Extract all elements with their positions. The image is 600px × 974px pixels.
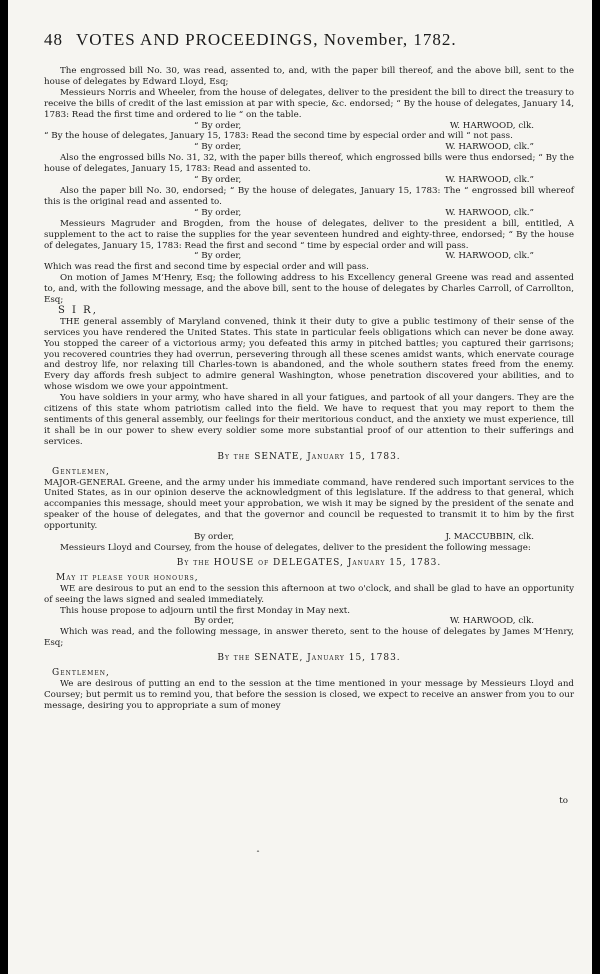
running-title: VOTES AND PROCEEDINGS, November, 1782. (75, 30, 457, 49)
signature-line (44, 532, 574, 543)
paragraph: Also the engrossed bills No. 31, 32, with the paper bills thereof, which engrossed bills were thus endorsed; “ By the house of delegates, January 15, 1783: Read and assented to. (44, 153, 574, 175)
catchword: to (559, 796, 568, 806)
paragraph: MAJOR-GENERAL Greene, and the army under his immediate command, have rendered such important services to the United States, as in our opinion deserve the acknowledgment of this legislature. If the address to that general, which accompanies this message, should meet your approbation, we wish it may be signed by the president of the senate and speaker of the house of delegates, and that the governor and council be requested to transmit it to him by the first opportunity. (44, 477, 574, 532)
salutation: May it please your honours, (56, 572, 199, 583)
senate-heading: By the SENATE, January 15, 1783. (217, 653, 401, 664)
paragraph: THE general assembly of Maryland convened, think it their duty to give a public testimony of their sense of the services you have rendered the United States. This state in particular feels obligations which can never be done away. You stopped the career of a victorious army; you defeated this army in pitched battles; you captured their garrisons; you recovered countries they had overrun, persevering through all these scenes amidst wants, which enervate courage and destroy life, nor relaxing till Charles-town is abandoned, and the whole southern states freed from the enemy. Every day affords fresh subject to admire general Washington, whose penetration discovered your abilities, and to whose wisdom we owe your appointment. (44, 316, 574, 393)
senate-heading: By the SENATE, January 15, 1783. (217, 451, 401, 462)
signature-clerk: W. HARWOOD, clk. (449, 120, 534, 131)
signature-clerk: W. HARWOOD, clk.” (445, 142, 534, 153)
page-number: 48 (44, 30, 63, 49)
paragraph: WE are desirous to put an end to the session this afternoon at two o'clock, and shall be glad to have an opportunity of seeing the laws signed and sealed immediately. (44, 583, 574, 605)
signature-by-order: By order, (194, 532, 235, 543)
paragraph: Also the paper bill No. 30, endorsed; “ By the house of delegates, January 15, 1783: The “ engrossed bill whereof this is the original read and assented to. (44, 185, 574, 207)
document-page (8, 0, 592, 974)
paragraph: Messieurs Norris and Wheeler, from the house of delegates, deliver to the president the bill to direct the treasury to receive the bills of credit of the last emission at par with specie, &c. endorsed; “ By the house of delegates, January 14, 1783: Read the first time and ordered to lie “ on the table. (44, 87, 574, 120)
signature-line (44, 616, 574, 627)
salutation: Gentlemen, (52, 466, 110, 477)
paragraph: We are desirous of putting an end to the session at the time mentioned in your message by Messieurs Lloyd and Coursey; but permit us to remind you, that before the session is closed, we expect to receive an answer from you to our message, desiring you to appropriate a sum of money (44, 678, 574, 711)
signature-clerk: W. HARWOOD, clk.” (445, 175, 534, 186)
salutation: Gentlemen, (52, 668, 110, 679)
signature-by-order: “ By order, (194, 175, 242, 186)
signature-clerk: W. HARWOOD, clk. (449, 616, 534, 627)
signature-line (44, 175, 574, 186)
signature-by-order: “ By order, (194, 120, 242, 131)
paragraph: Which was read the first and second time by especial order and will pass. (44, 262, 369, 273)
paragraph: Which was read, and the following message, in answer thereto, sent to the house of delegates by James M‘Henry, Esq; (44, 627, 574, 649)
signature-by-order: “ By order, (194, 251, 242, 262)
house-heading: By the HOUSE of DELEGATES, January 15, 1783. (176, 557, 442, 568)
paragraph: You have soldiers in your army, who have shared in all your fatigues, and partook of all your dangers. They are the citizens of this state whom patriotism called into the field. We have to request that you may report to them the sentiments of this general assembly, our feelings for their meritorious conduct, and the anxiety we must experience, till it shall be in our power to shew every soldier some more substantial proof of our attention to their sufferings and services. (44, 393, 574, 447)
paragraph: This house propose to adjourn until the first Monday in May next. (60, 605, 351, 616)
signature-line (44, 251, 574, 262)
signature-clerk: W. HARWOOD, clk.” (445, 251, 534, 262)
signature-by-order: By order, (194, 616, 235, 627)
signature-line (44, 142, 574, 153)
signature-clerk: J. MACCUBBIN, clk. (445, 532, 534, 543)
signature-by-order: “ By order, (194, 207, 242, 218)
signature-clerk: W. HARWOOD, clk.” (445, 207, 534, 218)
paragraph: “ By the house of delegates, January 15, 1783: Read the second time by especial order and will “ not pass. (44, 131, 513, 142)
paragraph: On motion of James M‘Henry, Esq; the following address to his Excellency general Greene was read and assented to, and, with the following message, and the above bill, sent to the house of delegates by Charles Carroll, of Carrollton, Esq; (44, 273, 574, 306)
signature-by-order: “ By order, (194, 142, 242, 153)
paragraph: Messieurs Magruder and Brogden, from the house of delegates, deliver to the president a bill, entitled, A supplement to the act to raise the supplies for the year seventeen hundred and eighty-three, endorsed; “ By the house of delegates, January 15, 1783: Read the first and second “ time by especial order and will pass. (44, 218, 574, 251)
paragraph: Messieurs Lloyd and Coursey, from the house of delegates, deliver to the president the following message: (60, 542, 531, 553)
salutation: S I R, (58, 304, 98, 316)
ink-mark: ˆ (256, 850, 260, 859)
signature-line (44, 121, 574, 132)
page-header (44, 30, 584, 50)
paragraph: The engrossed bill No. 30, was read, assented to, and, with the paper bill thereof, and the above bill, sent to the house of delegates by Edward Lloyd, Esq; (44, 66, 574, 87)
signature-line (44, 208, 574, 219)
page-body (44, 66, 574, 712)
